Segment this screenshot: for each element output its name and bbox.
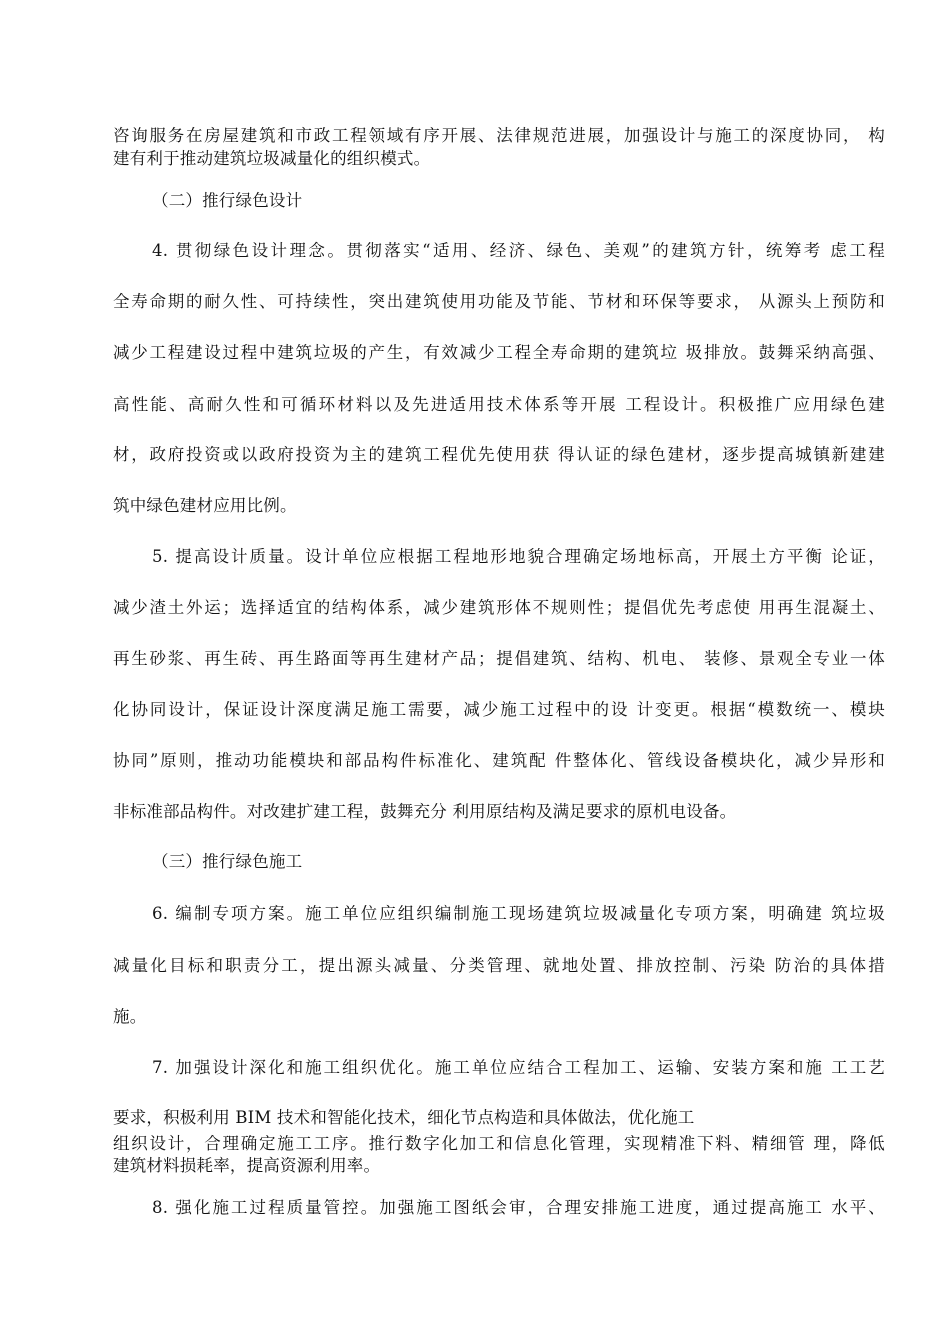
- paragraph-line: 减量化目标和职责分工，提出源头减量、分类管理、就地处置、排放控制、污染 防治的具体措: [113, 956, 885, 975]
- paragraph-line: 全寿命期的耐久性、可持续性，突出建筑使用功能及节能、节材和环保等要求， 从源头上预防和: [113, 292, 885, 311]
- paragraph-line: 材，政府投资或以政府投资为主的建筑工程优先使用获 得认证的绿色建材，逐步提高城镇新建建: [113, 445, 885, 464]
- paragraph-line: 化协同设计，保证设计深度满足施工需要，减少施工过程中的设 计变更。根据“模数统一、模块: [113, 700, 885, 719]
- section-heading: （二）推行绿色设计: [152, 191, 303, 210]
- paragraph-line: 减少渣土外运；选择适宜的结构体系，减少建筑形体不规则性；提倡优先考虑使 用再生混凝土、: [113, 598, 885, 617]
- paragraph-line: 5. 提高设计质量。设计单位应根据工程地形地貌合理确定场地标高，开展土方平衡 论证，: [152, 547, 885, 566]
- paragraph-line: 咨询服务在房屋建筑和市政工程领域有序开展、法律规范进展，加强设计与施工的深度协同， 构: [113, 126, 885, 145]
- paragraph-line: 减少工程建设过程中建筑垃圾的产生，有效减少工程全寿命期的建筑垃 圾排放。鼓舞采纳高强、: [113, 343, 885, 362]
- paragraph-line: 4. 贯彻绿色设计理念。贯彻落实“适用、经济、绿色、美观”的建筑方针，统筹考 虑工程: [152, 241, 885, 260]
- paragraph-line: 要求，积极利用 BIM 技术和智能化技术，细化节点构造和具体做法，优化施工: [113, 1108, 695, 1127]
- paragraph-line: 建有利于推动建筑垃圾减量化的组织模式。: [113, 149, 431, 168]
- paragraph-line: 7. 加强设计深化和施工组织优化。施工单位应结合工程加工、运输、安装方案和施 工工艺: [152, 1058, 885, 1077]
- paragraph-line: 组织设计，合理确定施工工序。推行数字化加工和信息化管理，实现精准下料、精细管 理，降低: [113, 1134, 885, 1153]
- paragraph-line: 非标准部品构件。对改建扩建工程，鼓舞充分 利用原结构及满足要求的原机电设备。: [113, 802, 737, 821]
- paragraph-line: 6. 编制专项方案。施工单位应组织编制施工现场建筑垃圾减量化专项方案，明确建 筑垃圾: [152, 904, 885, 923]
- section-heading: （三）推行绿色施工: [152, 852, 303, 871]
- paragraph-line: 协同”原则，推动功能模块和部品构件标准化、建筑配 件整体化、管线设备模块化，减少异形和: [113, 751, 885, 770]
- paragraph-line: 高性能、高耐久性和可循环材料以及先进适用技术体系等开展 工程设计。积极推广应用绿色建: [113, 395, 885, 414]
- paragraph-line: 筑中绿色建材应用比例。: [113, 496, 297, 515]
- paragraph-line: 施。: [113, 1007, 147, 1026]
- paragraph-line: 再生砂浆、再生砖、再生路面等再生建材产品；提倡建筑、结构、机电、 装修、景观全专业一体: [113, 649, 885, 668]
- paragraph-line: 建筑材料损耗率，提高资源利用率。: [113, 1156, 381, 1175]
- paragraph-line: 8. 强化施工过程质量管控。加强施工图纸会审，合理安排施工进度，通过提高施工 水平、: [152, 1198, 885, 1217]
